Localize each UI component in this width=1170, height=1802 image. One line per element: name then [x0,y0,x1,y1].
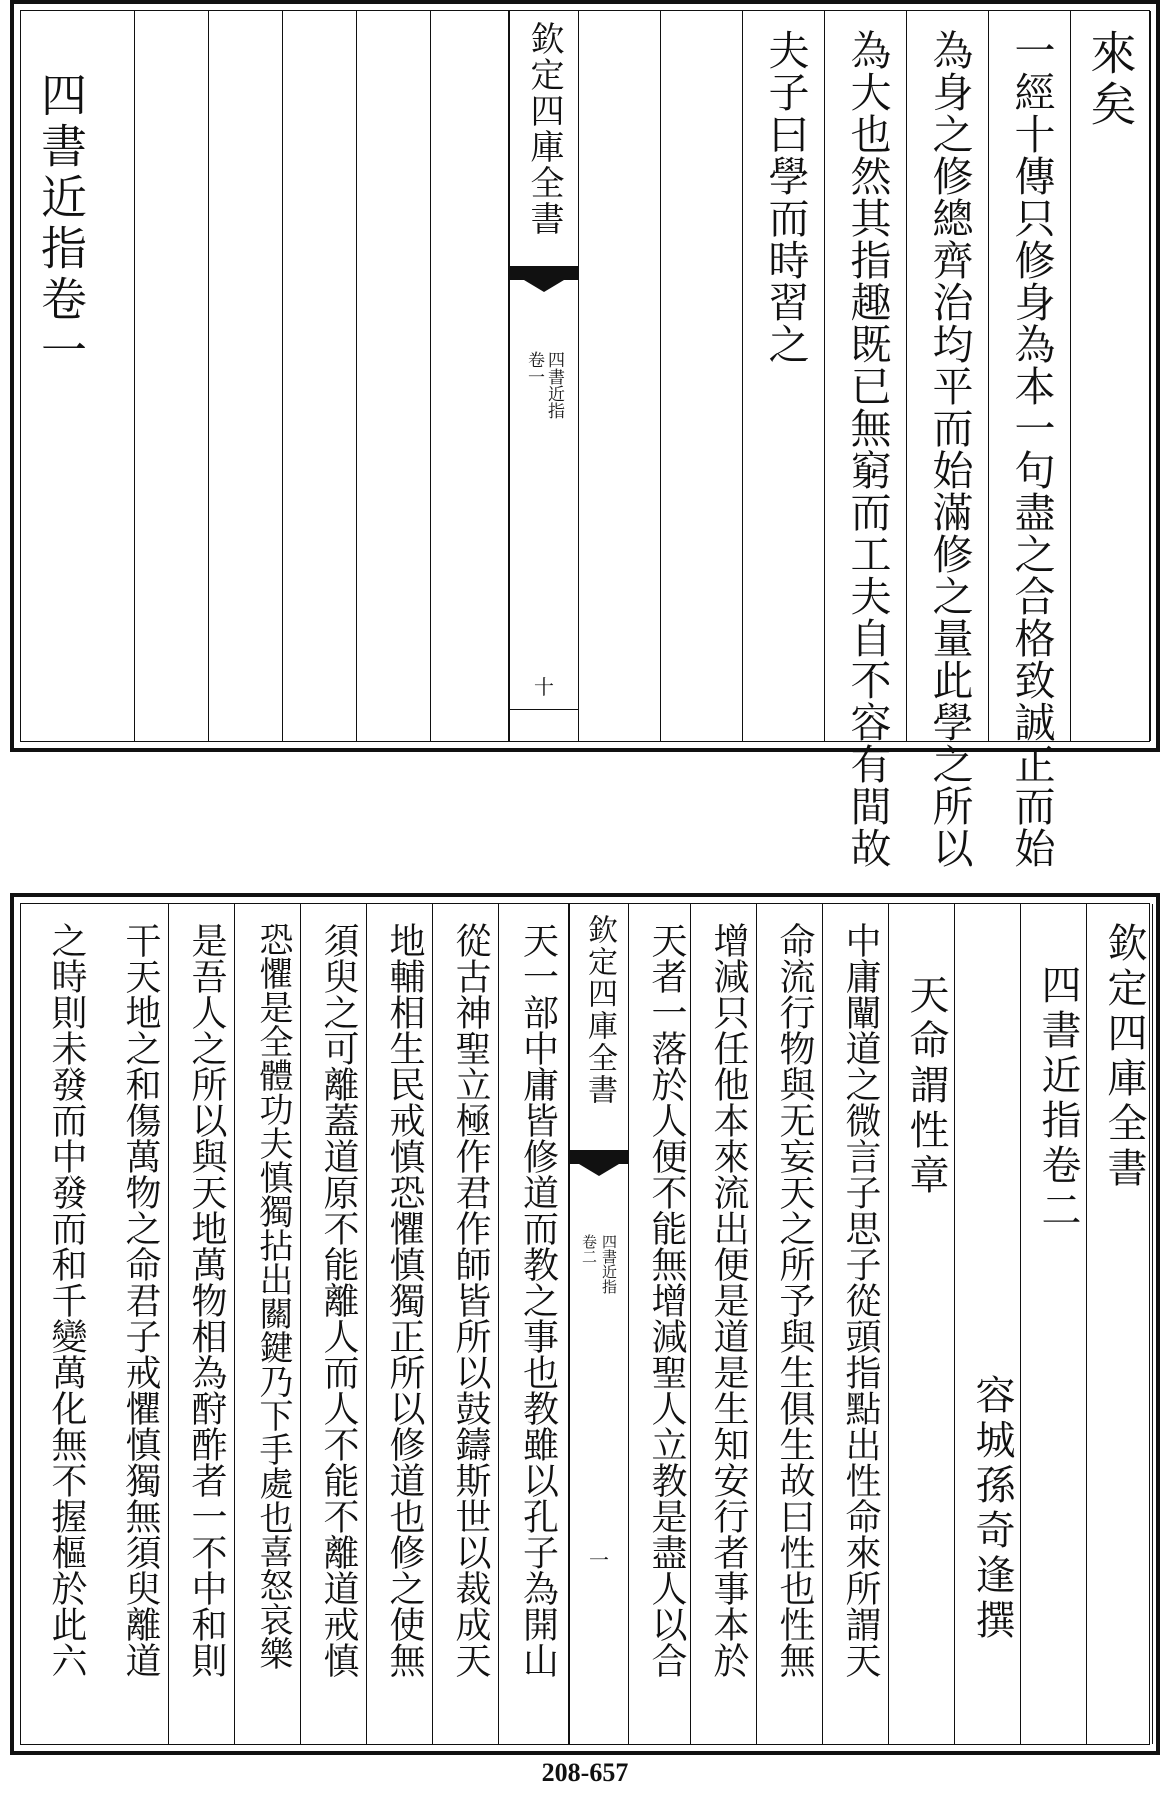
bottom-text-col-12: 須臾之可離蓋道原不能離人而人不能不離道戒慎 [318,922,359,1678]
bottom-col-5 [823,904,889,1744]
bottom-col-13 [235,904,301,1744]
bottom-text-col-9: 天一部中庸皆修道而教之事也教雖以孔子為開山 [517,922,559,1678]
bottom-center-sub-right: 四書近指 [600,1234,618,1294]
top-col-12 [135,11,209,741]
bottom-text-col-2: 四書近指卷二 [1035,964,1081,1234]
bottom-col-3 [955,904,1021,1744]
bottom-col-11 [367,904,433,1744]
top-col-2 [989,11,1071,869]
bottom-text-col-11: 地輔相生民戒慎恐懼慎獨正所以修道也修之使無 [384,922,425,1678]
bottom-text-col-15: 干天地之和傷萬物之命君子戒懼慎獨無須臾離道 [120,922,161,1678]
bottom-text-col-8: 天者一落於人便不能無增減聖人立教是盡人以合 [646,922,687,1678]
bottom-col-10 [433,904,499,1744]
top-col-4 [825,11,907,869]
bottom-col-14 [169,904,235,1744]
bottom-col-1 [1087,904,1153,1744]
top-text-col-1: 來矣 [1083,29,1138,131]
footer-page-number: 208-657 [541,1758,629,1787]
bottom-page [10,893,1160,1755]
top-center-bottom-line [510,709,578,710]
bottom-col-4 [889,904,955,1744]
bottom-text-col-4: 天命謂性章 [903,974,949,1199]
bottom-col-16 [21,904,103,1744]
bottom-col-8 [629,904,691,1744]
bottom-col-15 [103,904,169,1744]
top-col-1 [1071,11,1151,741]
top-col-9 [357,11,431,741]
top-col-6 [661,11,743,741]
top-col-7 [579,11,661,741]
top-fishtail-mark [510,266,578,280]
bottom-fishtail-mark [570,1150,628,1164]
bottom-col-2 [1021,904,1087,1744]
bottom-text-col-14: 是吾人之所以與天地萬物相為酧酢者一不中和則 [186,922,227,1678]
top-page-number: 十 [534,675,554,699]
bottom-text-col-1: 欽定四庫全書 [1101,922,1147,1192]
bottom-page-number: 一 [589,1548,609,1572]
top-col-3 [907,11,989,869]
top-col-10 [283,11,357,741]
top-center-sub-left: 卷一 [524,351,544,385]
bottom-col-6 [757,904,823,1744]
bottom-page-frame [20,903,1150,1745]
top-text-col-4: 為大也然其指趣既已無窮而工夫自不容有間故 [843,29,892,869]
bottom-center-fold [569,904,629,1744]
top-center-title: 欽定四庫全書 [524,21,564,237]
bottom-col-7 [691,904,757,1744]
bottom-text-col-5: 中庸闡道之微言子思子從頭指點出性命來所謂天 [840,922,881,1678]
bottom-text-col-7: 增減只任他本來流出便是道是生知安行者事本於 [708,922,749,1678]
bottom-col-9 [499,904,569,1744]
top-text-col-5: 夫子曰學而時習之 [761,29,810,365]
top-col-11 [209,11,283,741]
bottom-text-col-6: 命流行物與无妄天之所予與生俱生故曰性也性無 [774,922,815,1678]
top-page [10,0,1160,869]
top-col-5 [743,11,825,741]
top-center-fold [509,11,579,741]
bottom-text-col-16: 之時則未發而中發而和千變萬化無不握樞於此六 [46,922,87,1678]
top-text-col-14: 四書近指卷一 [34,71,88,377]
top-col-14 [21,11,101,741]
top-center-sub-right: 四書近指 [544,351,564,419]
top-text-col-3: 為身之修總齊治均平而始滿修之量此學之所以 [925,29,974,869]
bottom-text-col-3: 容城孫奇逢撰 [969,1374,1015,1644]
top-page-frame [20,10,1150,869]
top-col-8 [431,11,509,741]
bottom-text-col-13: 恐懼是全體功夫慎獨拈出關鍵乃下手處也喜怒哀樂 [253,922,293,1670]
bottom-col-12 [301,904,367,1744]
bottom-center-title: 欽定四庫全書 [582,914,617,1106]
top-col-13 [101,11,135,741]
top-text-col-2: 一經十傳只修身為本一句盡之合格致誠正而始 [1007,29,1056,869]
bottom-text-col-10: 從古神聖立極作君作師皆所以鼓鑄斯世以裁成天 [450,922,491,1678]
bottom-center-sub-left: 卷二 [580,1234,598,1264]
